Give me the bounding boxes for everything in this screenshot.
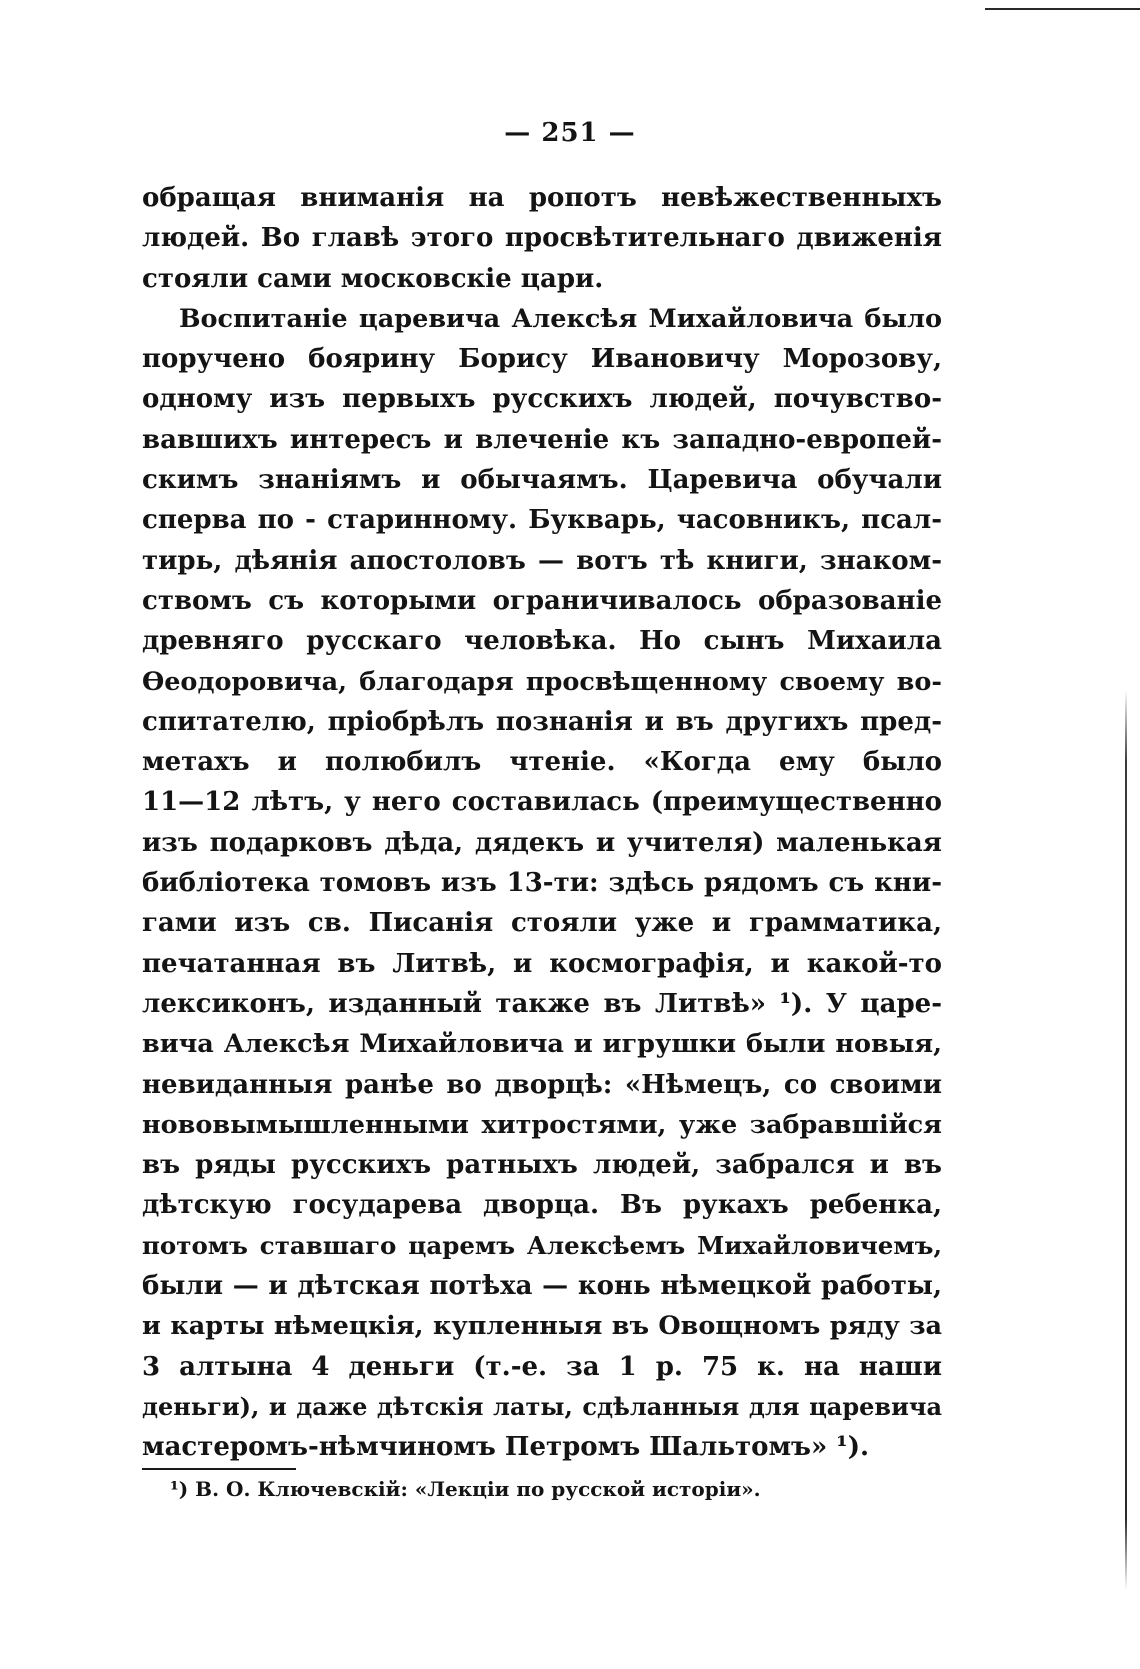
footnote-rule	[142, 1468, 296, 1470]
text-line: вича Алексѣя Михайловича и игрушки были новыя,	[142, 1029, 942, 1060]
text-line: тирь, дѣянія апостоловъ — вотъ тѣ книги, знаком-	[142, 545, 942, 576]
text-line: потомъ ставшаго царемъ Алексѣемъ Михайловичемъ,	[142, 1230, 942, 1260]
text-line: вавшихъ интересъ и влеченіе къ западно-европей-	[142, 424, 942, 455]
text-line: библіотека томовъ изъ 13-ти: здѣсь рядомъ съ кни-	[142, 868, 942, 899]
text-line: ствомъ съ которыми ограничивалось образованіе	[142, 585, 942, 616]
footnote: ¹) В. О. Ключевскій: «Лекціи по русской исторіи».	[170, 1477, 761, 1501]
text-line: печатанная въ Литвѣ, и космографія, и какой-то	[142, 948, 942, 979]
text-line: одному изъ первыхъ русскихъ людей, почувство-	[142, 384, 942, 415]
text-line: спитателю, пріобрѣлъ познанія и въ другихъ пред-	[142, 706, 942, 737]
text-line: людей. Во главѣ этого просвѣтительнаго движенія	[142, 223, 942, 254]
text-line: дѣтскую государева дворца. Въ рукахъ ребенка,	[142, 1190, 942, 1221]
text-line: мастеромъ-нѣмчиномъ Петромъ Шальтомъ» ¹).	[142, 1432, 870, 1463]
text-line: и карты нѣмецкія, купленныя въ Овощномъ ряду за	[142, 1311, 942, 1342]
text-line: древняго русскаго человѣка. Но сынъ Михаила	[142, 626, 942, 657]
text-line: гами изъ св. Писанія стояли уже и грамматика,	[142, 908, 942, 939]
text-line: сперва по - старинному. Букварь, часовникъ, псал-	[142, 505, 942, 536]
scan-edge-top	[985, 8, 1140, 10]
scan-edge-right	[1125, 690, 1127, 1590]
text-line: лексиконъ, изданный также въ Литвѣ» ¹). У царе-	[142, 988, 942, 1019]
text-line: въ ряды русскихъ ратныхъ людей, забрался и въ	[142, 1150, 942, 1181]
text-line: изъ подарковъ дѣда, дядекъ и учителя) маленькая	[142, 827, 942, 858]
text-line: Өеодоровича, благодаря просвѣщенному своему во-	[142, 666, 942, 697]
text-line: поручено боярину Борису Ивановичу Морозову,	[142, 344, 942, 375]
text-line: невиданныя ранѣе во дворцѣ: «Нѣмецъ, со своими	[142, 1069, 942, 1100]
text-line: обращая вниманія на ропотъ невѣжественныхъ	[142, 183, 942, 213]
text-line: нововымышленными хитростями, уже забравшійся	[142, 1109, 942, 1140]
text-line: стояли сами московскіе цари.	[142, 263, 604, 294]
text-line: были — и дѣтская потѣха — конь нѣмецкой работы,	[142, 1271, 942, 1302]
text-line: деньги), и даже дѣтскія латы, сдѣланныя для царевича	[142, 1391, 942, 1421]
text-line: скимъ знаніямъ и обычаямъ. Царевича обучали	[142, 465, 942, 496]
page-number: — 251 —	[504, 118, 636, 148]
body-text	[142, 178, 942, 1468]
text-line: 11—12 лѣтъ, у него составилась (преимущественно	[142, 787, 942, 818]
text-line: метахъ и полюбилъ чтеніе. «Когда ему было	[142, 747, 942, 778]
text-line: Воспитаніе царевича Алексѣя Михайловича было	[179, 303, 942, 334]
text-line: 3 алтына 4 деньги (т.-е. за 1 р. 75 к. на наши	[142, 1351, 942, 1382]
